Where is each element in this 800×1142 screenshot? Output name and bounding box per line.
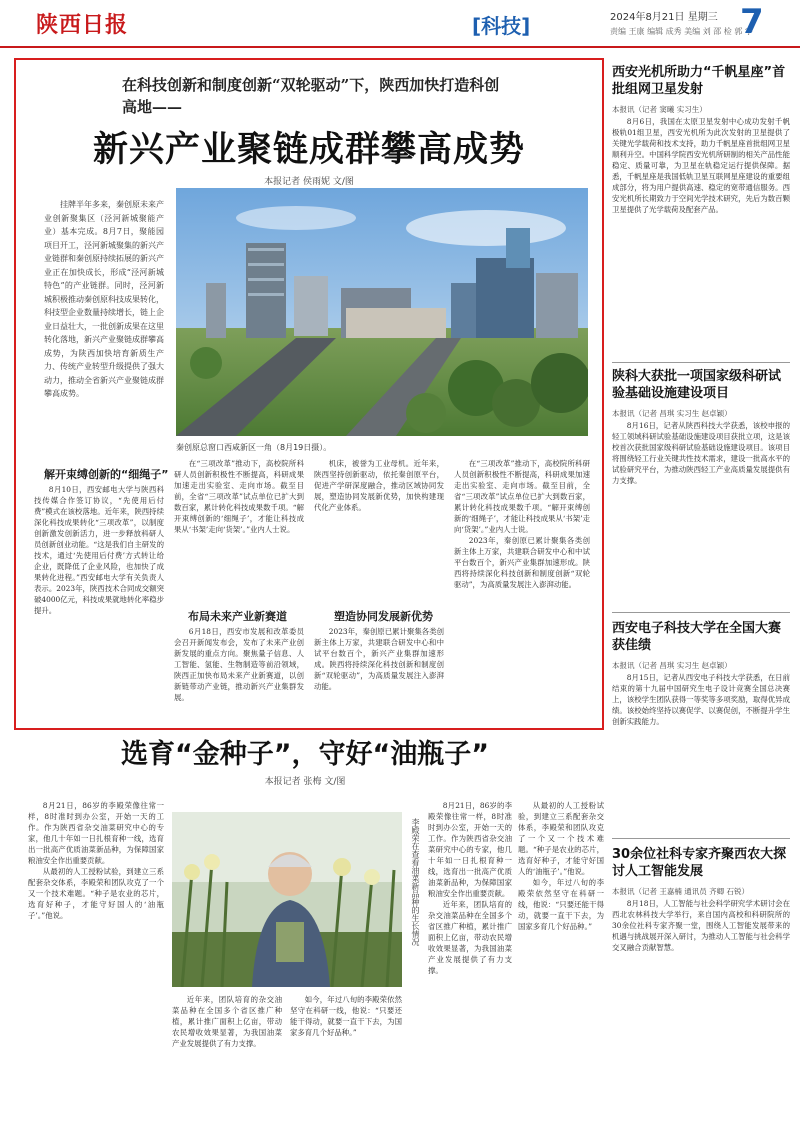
right-article-1-title: 西安光机所助力“千帆星座”首批组网卫星发射: [612, 65, 786, 97]
right-article-1-byline: 本报讯（记者 窦曦 实习生）: [612, 105, 707, 114]
issue-staff: 责编 王康 编辑 成秀 美编 刘 邵 检 郭 宇: [610, 27, 753, 36]
right-article-4-body: [612, 898, 790, 1130]
lower-column-4-text-b: 近年来，团队培育的杂交油菜品种在全国多个省区推广种植，累计推广面积上亿亩，带动农民增收效果显著，为我国油菜产业发展提供了有力支撑。: [428, 900, 512, 975]
lead-column-4-text: 机床，被誉为工业母机。近年来，陕西坚持创新驱动，依托秦创原平台，促进产学研深度融合，推动区域协同发展，塑造协同发展新优势，加快构建现代化产业体系。: [314, 459, 444, 512]
lead-column-2: [174, 458, 304, 602]
section-tag: [科技]: [472, 14, 531, 38]
masthead: [0, 0, 800, 48]
lead-title: 新兴产业聚链成群攀高成势: [92, 130, 525, 170]
right-article-1-text: 8月6日，我国在太原卫星发射中心成功发射千帆极轨01组卫星，西安光机所为此次发射的卫星提供了关键光学载荷和技术支持，助力千帆星座首批组网卫星顺利升空。中国科学院西安光机所研制的相关产品性能稳定、质量可靠，为卫星在轨稳定运行提供保障。据悉，千帆星座是我国低轨卫星互联网星座建设的重要组成部分，将为用户提供高速、稳定的宽带通信服务。西安光机所长期致力于空间光学技术研究，先后为数百颗卫星提供了光学载荷及配套产品。: [612, 117, 790, 214]
lead-column-2-text: 在“三项改革”推动下，高校院所科研人员创新积极性不断提高，科研成果加速走出实验室、走向市场。截至目前，全省“三项改革”试点单位已扩大到数百家，累计转化科技成果数千项。“解开束缚创新的‘细绳子’，才能让科技成果从‘书架’走向‘货架’。”业内人士说。: [174, 459, 304, 534]
lower-photo-caption: 李殿荣在查看油菜新品种的生长情况: [411, 818, 420, 946]
lower-column-3: [290, 994, 402, 1130]
divider: [612, 612, 790, 613]
lead-byline: 本报记者 侯雨妮 文/图: [264, 177, 354, 187]
lower-article-title: 选育“金种子”，守好“油瓶子”: [121, 739, 489, 770]
lead-column-1: [34, 484, 164, 720]
divider: [612, 362, 790, 363]
lead-intro: [44, 198, 164, 401]
lead-column-5-text: 2023年，秦创原已累计聚集各类创新主体上万家，共建联合研发中心和中试平台数百个，新兴产业集群加速形成。陕西将持续深化科技创新和制度创新“双轮驱动”，为高质量发展注入澎湃动能。: [314, 627, 444, 691]
page-number: 7: [740, 2, 764, 42]
lower-column-4: [428, 800, 512, 1130]
lower-column-1-text-b: 从最初的人工授粉试验，到建立三系配套杂交体系，李殿荣和团队攻克了一个又一个技术难题。“种子是农业的芯片，选育好种子，才能守好国人的‘油瓶子’。”他说。: [28, 867, 164, 920]
lead-column-3-text: 6月18日，西安市发展和改革委员会召开新闻发布会，发布了未来产业创新发展的重点方向。聚焦量子信息、人工智能、氢能、生物制造等前沿领域，陕西正加快布局未来产业新赛道，以创新链带动产业链，推动新兴产业集群发展。: [174, 627, 304, 702]
lower-article-byline: 本报记者 张梅 文/图: [264, 777, 346, 787]
lead-column-6: [454, 458, 590, 720]
lead-subhead-2: 布局未来产业新赛道: [188, 610, 287, 623]
lower-column-1: [28, 800, 164, 1130]
scientist-photo: [172, 812, 402, 987]
lead-article: [14, 58, 604, 730]
lower-photo: [172, 812, 402, 987]
lower-column-5-text: 从最初的人工授粉试验，到建立三系配套杂交体系，李殿荣和团队攻克了一个又一个技术难题。“种子是农业的芯片，选育好种子，才能守好国人的‘油瓶子’。”他说。: [518, 801, 604, 876]
right-article-2-title: 陕科大获批一项国家级科研试验基础设施建设项目: [612, 369, 782, 401]
right-article-4-byline: 本报讯（记者 王嘉楠 通讯员 齐卿 石锐）: [612, 887, 750, 896]
lead-pre-title: 在科技创新和制度创新“双轮驱动”下，陕西加快打造科创高地——: [122, 76, 500, 116]
lead-column-3: [174, 626, 304, 720]
lead-column-4: [314, 458, 444, 572]
lower-column-5: [518, 800, 604, 1130]
right-article-2-body: [612, 420, 790, 604]
city-aerial-photo: [176, 188, 588, 436]
right-article-4-title: 30余位社科专家齐聚西农大探讨人工智能发展: [612, 847, 787, 879]
issue-date: 2024年8月21日 星期三: [610, 12, 718, 23]
right-article-1-body: [612, 116, 790, 356]
right-article-2-byline: 本报讯（记者 昌琪 实习生 赵卓颖）: [612, 409, 732, 418]
lead-column-6-text-b: 2023年，秦创原已累计聚集各类创新主体上万家，共建联合研发中心和中试平台数百个，新兴产业集群加速形成。陕西将持续深化科技创新和制度创新“双轮驱动”，为高质量发展注入澎湃动能。: [454, 536, 590, 589]
right-article-4-text: 8月18日，人工智能与社会科学研究学术研讨会在西北农林科技大学举行，来自国内高校和科研院所的30余位社科专家齐聚一堂，围绕人工智能发展带来的机遇与挑战展开深入研讨，为推动人工智能与社会科学交叉融合贡献智慧。: [612, 899, 790, 952]
lead-column-1-text: 8月10日，西安邮电大学与陕西科技传媒合作签订协议，“先使用后付费”模式在该校落地。近年来，陕西持续深化科技成果转化“三项改革”，以制度创新激发创新活力，进一步释放科研人员创新创业动能。“这是我们自主研发的技术，通过‘先使用后付费’方式转让给企业，既降低了企业风险，也加快了成果转化进程。”西安邮电大学有关负责人表示。2023年，陕西技术合同成交额突破4000亿元，科技成果就地转化率稳步提升。: [34, 485, 164, 615]
right-article-3-title: 西安电子科技大学在全国大赛获佳绩: [612, 621, 782, 653]
lead-column-6-text: 在“三项改革”推动下，高校院所科研人员创新积极性不断提高，科研成果加速走出实验室、走向市场。截至目前，全省“三项改革”试点单位已扩大到数百家，累计转化科技成果数千项。“解开束缚创新的‘细绳子’，才能让科技成果从‘书架’走向‘货架’。”业内人士说。: [454, 459, 590, 534]
newspaper-logo: 陕西日报: [36, 12, 129, 38]
divider: [612, 838, 790, 839]
lead-intro-text: 挂牌半年多来，秦创原未来产业创新聚集区（泾河新城聚能产业）基本完成。8月7日，聚能园项目开工，泾河新城聚集的新兴产业链群和秦创原持续拓展的新兴产业正在加快成长，形成“泾河新城特色”的产业链群。同时，泾河新城积极推动秦创原科技成果转化，科技型企业数量持续增长，链上企业日益壮大，一批创新成果在这里转化落地，新兴产业聚链成群攀高成势，为陕西加快培育新质生产力、传统产业转型升级提供了强大动力，推动全省新兴产业聚链成群攀高成势。: [44, 200, 164, 398]
lower-column-1-text: 8月21日，86岁的李殿荣像往常一样，8时准时到办公室，开始一天的工作。作为陕西省杂交油菜研究中心的专家，他几十年如一日扎根育种一线，选育出一批高产优质油菜新品种，为保障国家粮油安全作出重要贡献。: [28, 801, 164, 865]
lead-photo: [176, 188, 588, 436]
lead-subhead-3: 塑造协同发展新优势: [334, 610, 433, 623]
lower-column-4-text: 8月21日，86岁的李殿荣像往常一样，8时准时到办公室，开始一天的工作。作为陕西省杂交油菜研究中心的专家，他几十年如一日扎根育种一线，选育出一批高产优质油菜新品种，为保障国家粮油安全作出重要贡献。: [428, 801, 512, 898]
right-article-2-text: 8月16日，记者从陕西科技大学获悉，该校申报的轻工领域科研试验基础设施建设项目获批立项，这是该校首次获批国家级科研试验基础设施建设项目。该项目将围绕轻工行业关键共性技术需求，建设一批高水平的试验研究平台，为推动陕西轻工产业高质量发展提供有力支撑。: [612, 421, 790, 485]
lower-column-2: [172, 994, 282, 1130]
lower-column-3-text: 如今，年过八旬的李殿荣依然坚守在科研一线，他说：“只要还能干得动，就要一直干下去，为国家多育几个好品种。”: [290, 995, 402, 1037]
right-article-3-text: 8月15日，记者从西安电子科技大学获悉，在日前结束的第十九届中国研究生电子设计竞赛全国总决赛上，该校学生团队获得一等奖等多项奖励，取得优异成绩。该校始终坚持以赛促学、以赛促创，不断提升学生创新实践能力。: [612, 673, 790, 726]
right-article-3-byline: 本报讯（记者 昌琪 实习生 赵卓颖）: [612, 661, 732, 670]
right-article-3-body: [612, 672, 790, 822]
lower-column-5-text-b: 如今，年过八旬的李殿荣依然坚守在科研一线，他说：“只要还能干得动，就要一直干下去，为国家多育几个好品种。”: [518, 878, 604, 931]
lead-column-5: [314, 626, 444, 720]
lead-subhead-1: 解开束缚创新的“细绳子”: [44, 468, 169, 481]
lower-column-2-text: 近年来，团队培育的杂交油菜品种在全国多个省区推广种植，累计推广面积上亿亩，带动农民增收效果显著，为我国油菜产业发展提供了有力支撑。: [172, 995, 282, 1048]
lead-photo-caption: 秦创原总窗口西咸新区一角（8月19日摄）。: [176, 443, 332, 452]
